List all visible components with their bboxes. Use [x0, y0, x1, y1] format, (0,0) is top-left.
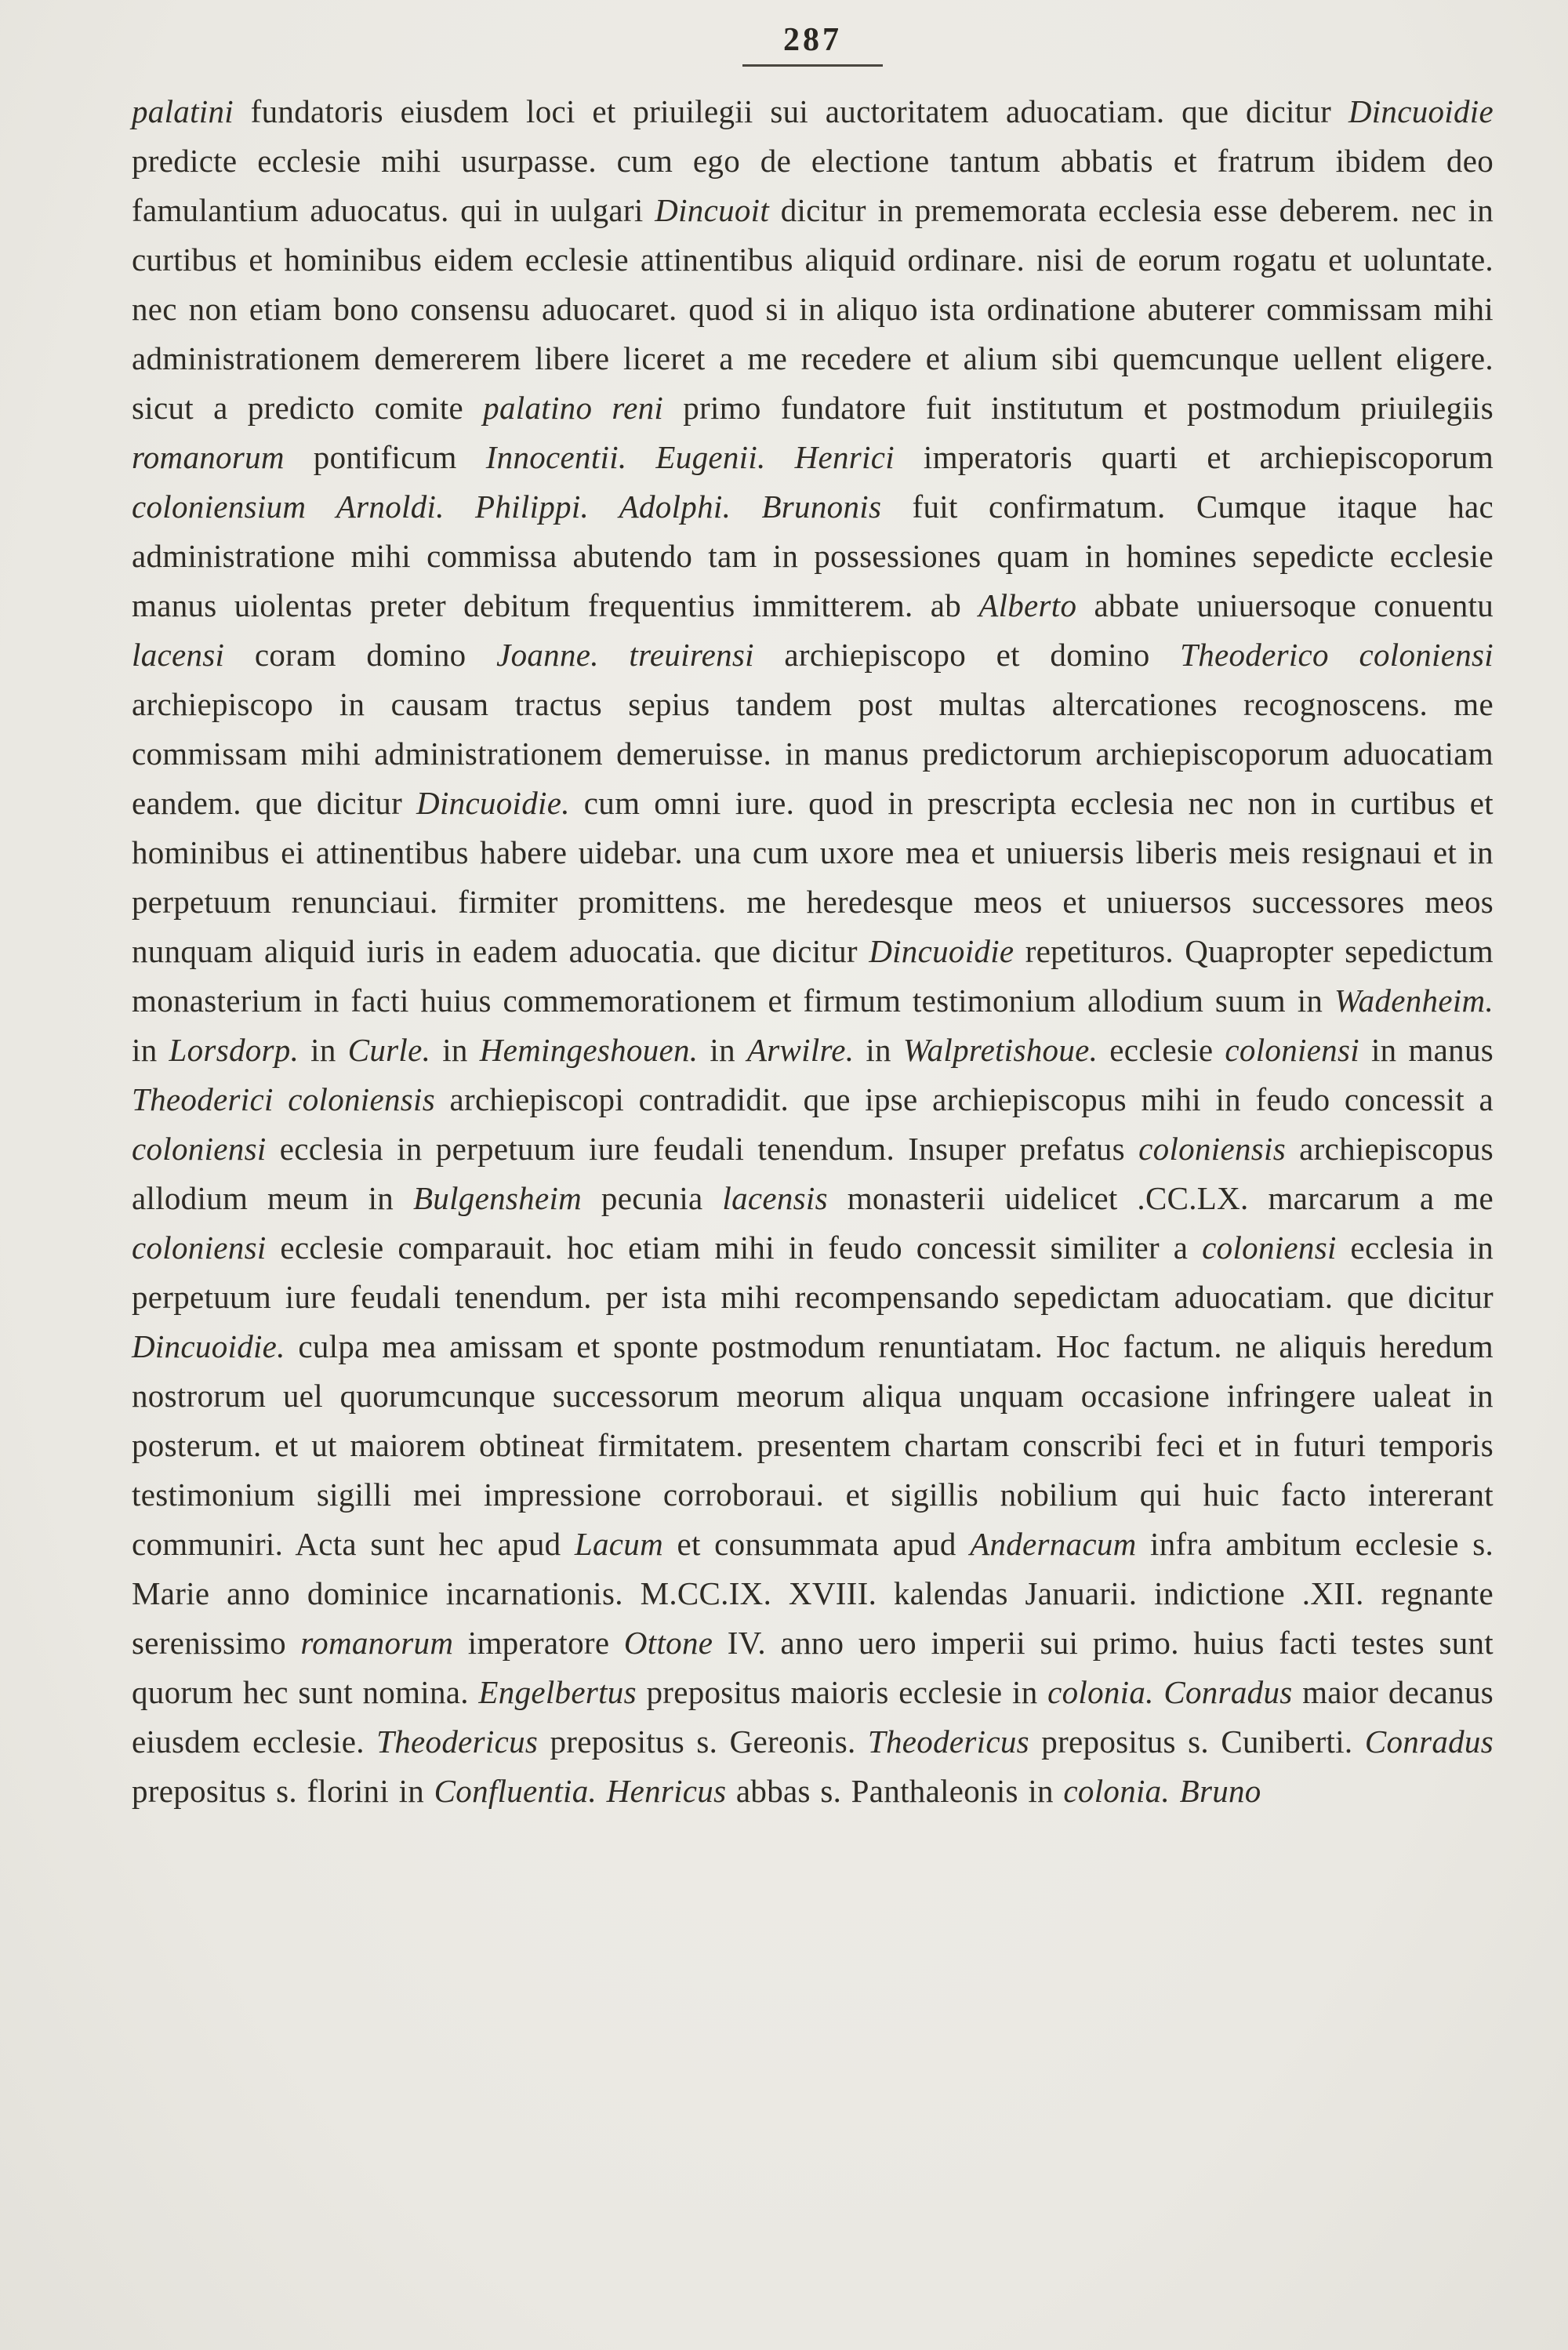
text-segment: in — [299, 1032, 348, 1068]
italic-text-segment: coloniensis — [1138, 1131, 1286, 1167]
text-segment: cum omni iure. quod in prescripta ecclesia nec non in curtibus et hominibus ei attinentibus habere uidebar. una cum uxore mea et uniuersis liberis meis resignaui et in perpetuum renunciaui. firmiter promittens. me heredesque meos et uniuersos successores meos nunquam aliquid iuris in eadem aduocatia. que dicitur — [132, 785, 1494, 969]
italic-text-segment: Curle. — [347, 1032, 431, 1068]
italic-text-segment: Lacum — [574, 1526, 664, 1562]
italic-text-segment: colonia. — [1063, 1773, 1171, 1809]
text-segment: archiepiscopo et domino — [753, 637, 1181, 673]
text-segment: archiepiscopo in causam tractus sepius tandem post multas altercationes recognoscens. me commissam mihi administrationem demeruisse. in manus predictorum archiepiscoporum aduocatiam eandem. que dicitur — [132, 686, 1494, 821]
text-segment: abbas s. Panthaleonis in — [726, 1773, 1064, 1809]
text-segment: ecclesia in perpetuum iure feudali tenendum. Insuper prefatus — [266, 1131, 1139, 1167]
italic-text-segment: Dincuoidie — [869, 933, 1014, 969]
text-segment: imperatoris quarti et archiepiscoporum — [894, 439, 1494, 475]
italic-text-segment: Alberto — [978, 587, 1077, 623]
text-segment: imperatore — [453, 1625, 624, 1661]
text-segment — [1154, 1674, 1164, 1710]
italic-text-segment: Dincuoidie. — [416, 785, 570, 821]
italic-text-segment: Engelbertus — [478, 1674, 637, 1710]
text-segment: prepositus s. florini in — [132, 1773, 434, 1809]
page-number: 287 — [742, 24, 883, 67]
italic-text-segment: Arwilre. — [746, 1032, 855, 1068]
text-segment: in — [430, 1032, 480, 1068]
page-header — [132, 24, 1494, 67]
text-segment: et consummata apud — [663, 1526, 971, 1562]
italic-text-segment: colonia. — [1047, 1674, 1154, 1710]
italic-text-segment: palatini — [132, 93, 234, 129]
text-segment: infra ambitum ecclesie s. Marie anno dominice incarnationis. M.CC.IX. XVIII. kalendas Januarii. indictione .XII. regnante serenissimo — [132, 1526, 1494, 1661]
text-segment: primo fundatore fuit institutum et postmodum priuilegiis — [663, 390, 1494, 426]
italic-text-segment: coloniensi — [132, 1229, 267, 1266]
italic-text-segment: coloniensi — [1225, 1032, 1359, 1068]
italic-text-segment: Theodericus — [376, 1723, 539, 1760]
page-body — [132, 87, 1494, 1816]
italic-text-segment: Bulgensheim — [412, 1180, 583, 1216]
italic-text-segment: Dincuoidie. — [132, 1328, 285, 1364]
italic-text-segment: Ottone — [623, 1625, 713, 1661]
text-segment: archiepiscopus allodium meum in — [132, 1131, 1494, 1216]
italic-text-segment: Hemingeshouen. — [479, 1032, 699, 1068]
text-segment: abbate uniuersoque conuentu — [1076, 587, 1494, 623]
text-segment: prepositus s. Gereonis. — [538, 1723, 868, 1760]
text-segment: predicte ecclesie mihi usurpasse. cum ego de electione tantum abbatis et fratrum ibidem deo famulantium aduocatus. qui in uulgari — [132, 143, 1494, 228]
text-segment: in — [854, 1032, 903, 1068]
text-segment: archiepiscopi contradidit. que ipse archiepiscopus mihi in feudo concessit a — [434, 1081, 1494, 1117]
italic-text-segment: Andernacum — [970, 1526, 1137, 1562]
italic-text-segment: lacensis — [722, 1180, 828, 1216]
text-segment: in manus — [1359, 1032, 1494, 1068]
text-segment: IV. anno uero imperii sui primo. huius facti testes sunt quorum hec sunt nomina. — [132, 1625, 1494, 1710]
text-segment: pecunia — [582, 1180, 723, 1216]
text-segment: pontificum — [284, 439, 486, 475]
italic-text-segment: romanorum — [132, 439, 285, 475]
italic-text-segment: Dincuoit — [655, 192, 770, 228]
italic-text-segment: Theoderico coloniensi — [1180, 637, 1494, 673]
text-segment: monasterii uidelicet .CC.LX. marcarum a me — [827, 1180, 1494, 1216]
text-segment: fuit confirmatum. Cumque itaque hac administratione mihi commissa abutendo tam in possessiones quam in homines sepedicte ecclesie manus uiolentas preter debitum frequentius immitterem. ab — [132, 489, 1494, 623]
italic-text-segment: Confluentia. — [434, 1773, 597, 1809]
italic-text-segment: lacensi — [132, 637, 225, 673]
italic-text-segment: coloniensi — [132, 1131, 267, 1167]
text-segment: prepositus maioris ecclesie in — [636, 1674, 1048, 1710]
text-segment: in — [698, 1032, 747, 1068]
text-segment: repetituros. Quapropter sepedictum monasterium in facti huius commemorationem et firmum testimonium allodium suum in — [132, 933, 1494, 1019]
italic-text-segment: coloniensi — [1202, 1229, 1337, 1266]
text-segment: dicitur in prememorata ecclesia esse deberem. nec in curtibus et hominibus eidem ecclesie attinentibus aliquid ordinare. nisi de eorum rogatu et uoluntate. nec non etiam bono consensu aduocaret. quod si in aliquo ista ordinatione abuterer commissam mihi administrationem demererem libere liceret a me recedere et alium sibi quemcunque uellent eligere. sicut a predicto comite — [132, 192, 1494, 426]
italic-text-segment: Bruno — [1179, 1773, 1261, 1809]
text-segment: ecclesie comparauit. hoc etiam mihi in feudo concessit similiter a — [266, 1229, 1203, 1266]
text-segment — [597, 1773, 607, 1809]
italic-text-segment: romanorum — [300, 1625, 454, 1661]
text-segment: ecclesia in perpetuum iure feudali tenendum. per ista mihi recompensando sepedictam aduocatiam. que dicitur — [132, 1229, 1494, 1315]
text-segment: fundatoris eiusdem loci et priuilegii sui auctoritatem aduocatiam. que dicitur — [233, 93, 1348, 129]
italic-text-segment: Dincuoidie — [1348, 93, 1494, 129]
italic-text-segment: Conradus — [1364, 1723, 1494, 1760]
text-segment: coram domino — [224, 637, 497, 673]
text-segment: ecclesie — [1098, 1032, 1225, 1068]
text-segment: prepositus s. Cuniberti. — [1029, 1723, 1365, 1760]
text-segment: maior decanus eiusdem ecclesie. — [132, 1674, 1494, 1760]
italic-text-segment: Walpretishoue. — [902, 1032, 1098, 1068]
italic-text-segment: Theodericus — [867, 1723, 1029, 1760]
italic-text-segment: coloniensium Arnoldi. Philippi. Adolphi. Brunonis — [132, 489, 882, 525]
italic-text-segment: Conradus — [1163, 1674, 1293, 1710]
italic-text-segment: Joanne. treuirensi — [496, 637, 754, 673]
italic-text-segment: Theoderici coloniensis — [132, 1081, 435, 1117]
italic-text-segment: Lorsdorp. — [169, 1032, 299, 1068]
italic-text-segment: Wadenheim. — [1334, 982, 1494, 1019]
italic-text-segment: Henricus — [606, 1773, 727, 1809]
text-segment — [1170, 1773, 1180, 1809]
text-segment: culpa mea amissam et sponte postmodum renuntiatam. Hoc factum. ne aliquis heredum nostrorum uel quorumcunque successorum meorum aliqua unquam occasione infringere ualeat in posterum. et ut maiorem obtineat firmitatem. presentem chartam conscribi feci et in futuri temporis testimonium sigilli mei impressione corroboraui. et sigillis nobilium qui huic facto intererant communiri. Acta sunt hec apud — [132, 1328, 1494, 1562]
italic-text-segment: palatino reni — [483, 390, 664, 426]
text-segment: in — [132, 1032, 169, 1068]
charter-text-paragraph — [132, 87, 1494, 1816]
italic-text-segment: Innocentii. Eugenii. Henrici — [485, 439, 895, 475]
